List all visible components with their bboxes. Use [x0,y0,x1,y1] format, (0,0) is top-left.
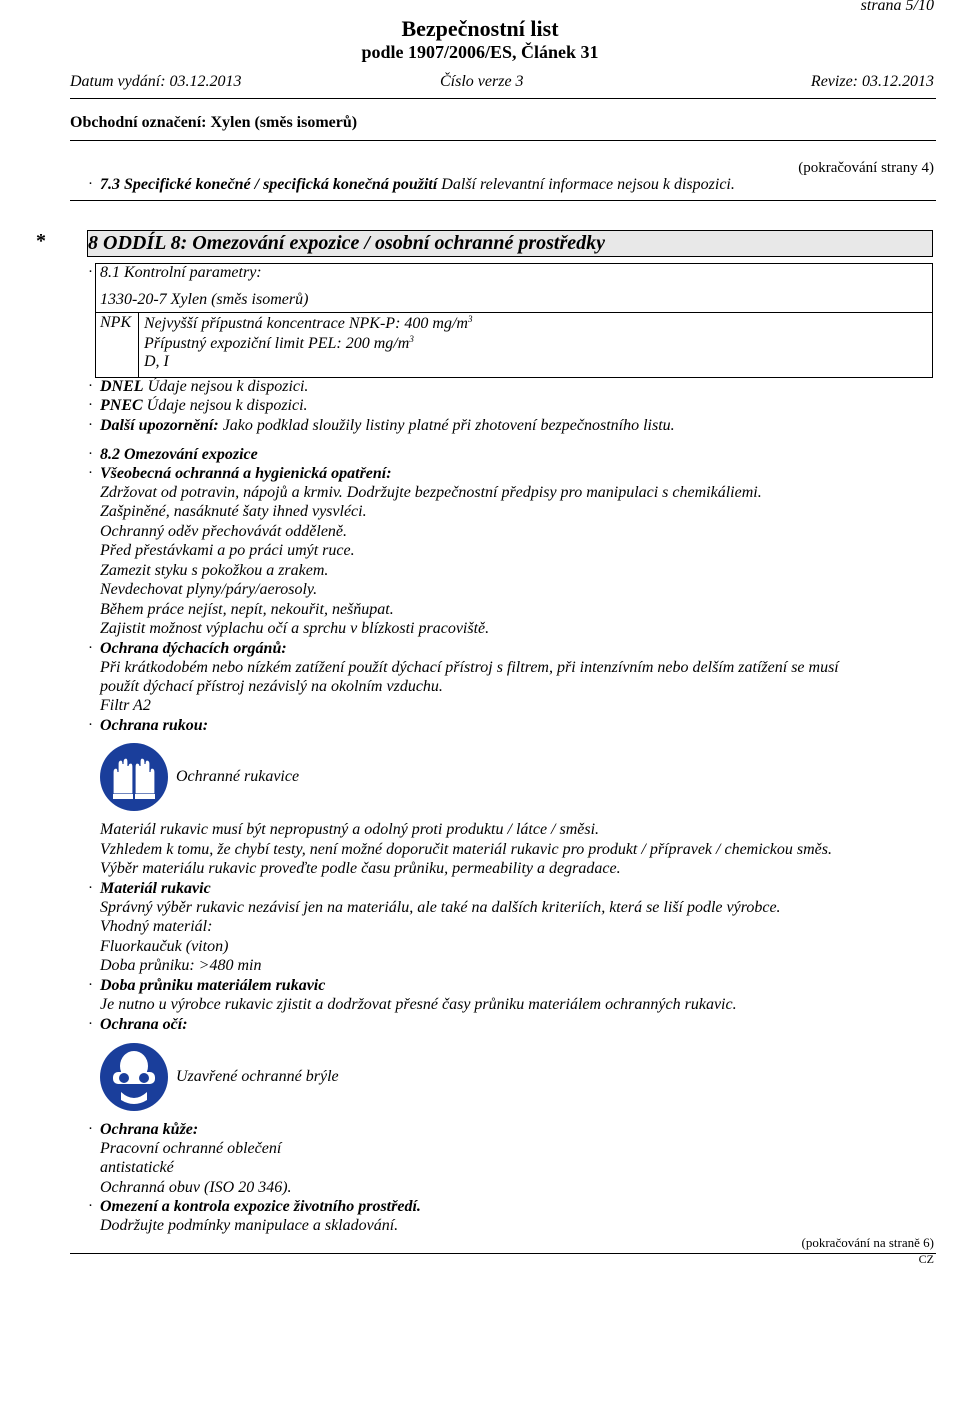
gloves-line: Materiál rukavic musí být nepropustný a odolný proti produktu / látce / směsi. [100,821,600,838]
pel-limit-text: Přípustný expoziční limit PEL: 200 mg/m [144,335,410,352]
general-line: Během práce nejíst, nepít, nekouřit, nešňupat. [100,601,394,618]
dnel-label: DNEL [100,378,144,395]
gloves-icon [99,742,169,812]
section-8-2-label: 8.2 Omezování expozice [100,446,258,463]
note-line [100,417,675,435]
skin-protection-label: Ochrana kůže: [100,1121,199,1138]
document-subtitle: podle 1907/2006/ES, Článek 31 [361,42,599,62]
section-8-1-label: 8.1 Kontrolní parametry: [100,264,262,281]
bullet: · [88,640,93,656]
dnel-text: Údaje nejsou k dispozici. [143,378,309,395]
respiratory-line: Filtr A2 [100,697,151,714]
glove-material-label: Materiál rukavic [100,880,211,897]
general-line: Zdržovat od potravin, nápojů a krmiv. Dodržujte bezpečnostní předpisy pro manipulaci s chemikáliemi. [100,484,762,501]
respiratory-line: použít dýchací přístroj nezávislý na okolním vzduchu. [100,678,443,695]
header-divider [70,98,936,99]
continued-on: (pokračování na straně 6) [801,1235,934,1250]
bullet: · [88,446,93,462]
pnec-text: Údaje nejsou k dispozici. [142,397,308,414]
material-line: Vhodný materiál: [100,918,213,935]
general-line: Ochranný oděv přechovávát odděleně. [100,523,348,540]
bullet: · [88,880,93,896]
eye-protection-label: Ochrana očí: [100,1016,188,1033]
section-8-header [87,230,933,257]
section-7-3-label: 7.3 Specifické konečné / specifická konečná použití [100,176,438,193]
breakthrough-text: Je nutno u výrobce rukavic zjistit a dodržovat přesné časy průniku materiálem ochranných rukavic. [100,996,737,1013]
environment-label: Omezení a kontrola expozice životního prostředí. [100,1198,421,1215]
revision-date: Revize: 03.12.2013 [810,73,934,90]
general-line: Nevdechovat plyny/páry/aerosoly. [100,581,318,598]
table-column-divider [138,312,139,378]
skin-line: antistatické [100,1159,174,1176]
substance-name: 1330-20-7 Xylen (směs isomerů) [100,291,309,308]
gloves-line: Výběr materiálu rukavic proveďte podle času průniku, permeability a degradace. [100,860,621,877]
note-label: Další upozornění: [100,417,219,434]
bullet: · [88,1016,93,1032]
note-text: Jako podklad sloužily listiny platné při zhotovení bezpečnostního listu. [218,417,675,434]
pnec-line [100,397,308,415]
section-7-3 [100,176,735,194]
general-line: Zamezit styku s pokožkou a zrakem. [100,562,329,579]
material-line: Doba průniku: >480 min [100,957,262,974]
pnec-label: PNEC [100,397,143,414]
footer-divider [70,1253,936,1254]
superscript: 3 [409,334,414,344]
bullet: · [88,378,93,394]
bullet: · [88,264,93,280]
goggles-caption: Uzavřené ochranné brýle [176,1068,339,1085]
document-title: Bezpečnostní list [401,16,559,41]
bullet: · [88,1121,93,1137]
material-line: Správný výběr rukavic nezávisí jen na materiálu, ale také na dalších kriteriích, která se liší podle výrobce. [100,899,781,916]
bullet: · [88,176,93,192]
breakthrough-label: Doba průniku materiálem rukavic [100,977,326,994]
general-measures-label: Všeobecná ochranná a hygienická opatření: [100,465,392,482]
section-8-title: 8 ODDÍL 8: Omezování expozice / osobní ochranné prostředky [88,232,606,254]
environment-text: Dodržujte podmínky manipulace a skladování. [100,1217,399,1234]
notation: D, I [144,353,169,370]
bullet: · [88,977,93,993]
revision-star: * [36,230,46,252]
pel-limit [144,334,414,353]
npk-code: NPK [100,314,132,331]
gloves-line: Vzhledem k tomu, že chybí testy, není možné doporučit materiál rukavic pro produkt / přípravek / chemickou směs. [100,841,832,858]
respiratory-line: Při krátkodobém nebo nízkém zatížení použít dýchací přístroj s filtrem, při intenzívním nebo delším zatížení se musí [100,659,839,676]
superscript: 3 [467,314,473,324]
issue-date: Datum vydání: 03.12.2013 [70,73,242,90]
page-number: strana 5/10 [860,0,934,14]
skin-line: Pracovní ochranné oblečení [100,1140,282,1157]
bullet: · [88,1198,93,1214]
bullet: · [88,465,93,481]
general-line: Před přestávkami a po práci umýt ruce. [100,542,355,559]
version-number: Číslo verze 3 [440,73,524,90]
table-divider [95,312,933,313]
bullet: · [88,717,93,733]
gloves-caption: Ochranné rukavice [176,768,300,785]
goggles-icon [99,1042,169,1112]
material-line: Fluorkaučuk (viton) [100,938,229,955]
dnel-line [100,378,308,396]
skin-line: Ochranná obuv (ISO 20 346). [100,1179,292,1196]
language-code: CZ [918,1252,934,1266]
trade-name: Obchodní označení: Xylen (směs isomerů) [70,114,358,131]
hands-label: Ochrana rukou: [100,717,209,734]
bullet: · [88,417,93,433]
section-divider [70,200,936,201]
section-7-3-text: Další relevantní informace nejsou k dispozici. [437,176,735,193]
trade-name-divider [70,140,936,141]
continued-from: (pokračování strany 4) [798,160,934,176]
npk-limit-text: Nejvyšší přípustná koncentrace NPK-P: 400 mg/m [144,315,468,332]
bullet: · [88,397,93,413]
general-line: Zašpiněné, nasáknuté šaty ihned vysvléci. [100,503,367,520]
npk-limit [144,314,472,333]
general-line: Zajistit možnost výplachu očí a sprchu v blízkosti pracoviště. [100,620,490,637]
respiratory-label: Ochrana dýchacích orgánů: [100,640,287,657]
